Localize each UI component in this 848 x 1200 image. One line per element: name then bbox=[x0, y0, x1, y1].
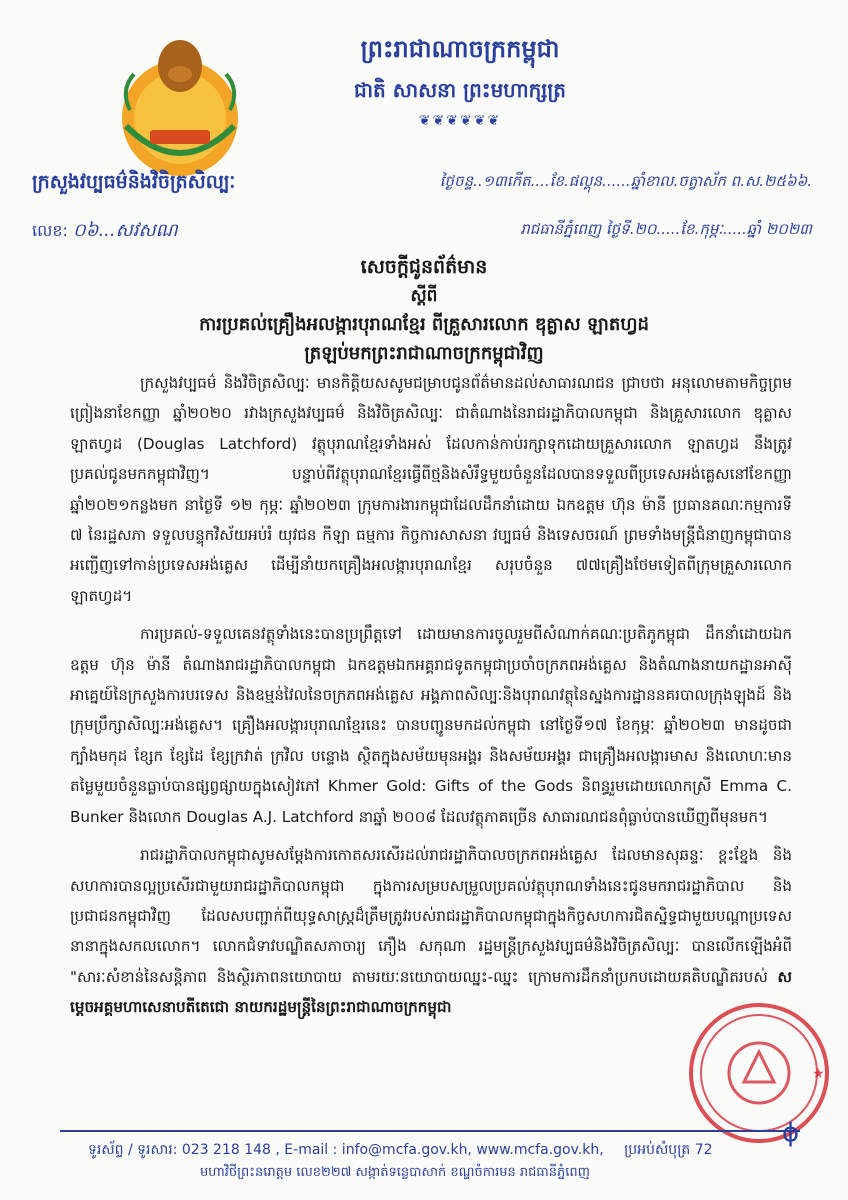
reference-label: លេខ: bbox=[32, 221, 68, 240]
title-subject-line2: ត្រឡប់មកព្រះរាជាណាចក្រកម្ពុជាវិញ bbox=[304, 343, 544, 364]
ministry-logo bbox=[100, 30, 260, 180]
footer-po-box: ប្រអប់សំបុត្រ 72 bbox=[624, 1142, 713, 1158]
document-title: សេចក្តីជូនព័ត៌មាន bbox=[360, 256, 488, 278]
handwritten-signature-mark: ϕ bbox=[782, 1118, 800, 1148]
kingdom-title: ព្រះរាជាណាចក្រកម្ពុជា bbox=[360, 35, 560, 63]
reference-number bbox=[32, 218, 178, 245]
ministry-name: ក្រសួងវប្បធម៌និងវិចិត្រសិល្បៈ bbox=[32, 171, 236, 193]
paragraph-3-bold: សម្តេចអគ្គមហាសេនាបតីតេជោ នាយករដ្ឋមន្ត្រីនៃព្រះរាជាណាចក្រកម្ពុជា bbox=[70, 967, 792, 1017]
title-subject-line1: ការប្រគល់គ្រឿងអលង្ការបុរាណខ្មែរ ពីគ្រួសារលោក ឌុគ្លាស ឡាតហ្វដ bbox=[199, 314, 649, 335]
paragraph-2: ការប្រគល់-ទទួលគេនវត្ថុទាំងនេះបានប្រព្រឹត្តទៅ ដោយមានការចូលរួមពីសំណាក់គណៈប្រតិភូកម្ពុជា ដឹកនាំដោយឯកឧត្តម ហ៊ុន ម៉ានី តំណាងរាជរដ្ឋាភិបាលកម្ពុជា ឯកឧត្តមឯកអគ្គរាជទូតកម្ពុជាប្រចាំចក្រភពអង់គ្លេស និងតំណាងនាយកដ្ឋានអាស៊ីអាគ្នេយ៍នៃក្រសួងការបរទេស និងឧម្មន់វៃលនៃចក្រភពអង់គ្លេស អង្គភាពសិល្បៈនិងបុរាណវត្ថុនៃស្នងការដ្ឋាននគរបាលក្រុងឡុងដ៍ និងក្រុមប្រឹក្សាសិល្បៈអង់គ្លេស។ គ្រឿងអលង្ការបុរាណខ្មែរនេះ បានបញ្ជូនមកដល់កម្ពុជា នៅថ្ងៃទី១៧ ខែកុម្ភៈ ឆ្នាំ២០២៣ មានដូចជា ក្បាំងមកុដ ខ្សែក ខ្សែដៃ ខ្សែក្រវាត់ ក្រវិល បន្ទោង ស្ថិតក្នុងសម័យមុនអង្គរ និងសម័យអង្គរ ជាគ្រឿងអលង្ការមាស និងលោហៈមានតម្លៃមួយចំនួនធ្លាប់បានផ្សព្វផ្សាយក្នុងសៀវភៅ Khmer Gold: Gifts of the Gods និពន្ធរួមដោយលោកស្រី Emma C. Bunker និងលោក Douglas A.J. Latchford នាឆ្នាំ ២០០៨ ដែលវត្ថុភាគច្រើន សាធារណជនពុំធ្លាប់បានឃើញពីមុនមក។ bbox=[70, 625, 792, 826]
footer-contact: ទូរស័ព្ទ / ទូរសារ: 023 218 148 , E-mail : info@mcfa.gov.kh, www.mcfa.gov.kh, bbox=[88, 1142, 604, 1158]
ornament-divider: ❦❦❦❦❦❦ bbox=[418, 113, 502, 129]
national-motto: ជាតិ សាសនា ព្រះមហាក្សត្រ bbox=[354, 78, 566, 102]
reference-value: ០៦...សវសណ bbox=[72, 220, 178, 241]
footer-contact-line bbox=[88, 1140, 713, 1161]
title-subject-label: ស្តីពី bbox=[410, 286, 438, 306]
footer-address: មហាវិថីព្រះនរោត្តម លេខ២២៧ សង្កាត់ទន្លេបាសាក់ ខណ្ឌចំការមន រាជធានីភ្នំពេញ bbox=[200, 1165, 591, 1180]
lunar-date: ថ្ងៃចន្ទ..១៣កើត....ខែ.ផល្គុន......ឆ្នាំខាល.ចត្វាស័ក ព.ស.២៥៦៦. bbox=[439, 172, 812, 190]
footer-divider bbox=[60, 1130, 800, 1132]
paragraph-3-text: រាជរដ្ឋាភិបាលកម្ពុជាសូមសម្តែងការកោតសរសើរដល់រាជរដ្ឋាភិបាលចក្រភពអង់គ្លេស ដែលមានសុឆន្ទៈ ខ្ពះខ្នែង និងសហការបានល្អប្រសើរជាមួយរាជរដ្ឋាភិបាលកម្ពុជា ក្នុងការសម្របសម្រួលប្រគល់វត្ថុបុរាណទាំងនេះជូនមករាជរដ្ឋាភិបាល និងប្រជាជនកម្ពុជាវិញ ដែលសបញ្ជាក់ពីយុទ្ធសាស្ត្រដ៏ត្រឹមត្រូវរបស់រាជរដ្ឋាភិបាលកម្ពុជាក្នុងកិច្ចសហការជិតស្និទ្ធជាមួយបណ្តាប្រទេសនានាក្នុងសកលលោក។ លោកជំទាវបណ្ឌិតសភាចារ្យ ភឿង សកុណា រដ្ឋមន្ត្រីក្រសួងវប្បធម៌និងវិចិត្រសិល្បៈ បានលើកឡើងអំពី "សារៈសំខាន់នៃសន្តិភាព និងស្ថិរភាពនយោបាយ តាមរយៈនយោបាយឈ្នះ-ឈ្នះ ក្រោមការដឹកនាំប្រកបដោយគតិបណ្ឌិតរបស់ bbox=[70, 846, 792, 986]
official-seal bbox=[686, 1000, 832, 1146]
paragraph-3 bbox=[70, 840, 792, 1022]
paragraph-1: ក្រសួងវប្បធម៌ និងវិចិត្រសិល្បៈ មានកិត្តិយសសូមជម្រាបជូនព័ត៌មានដល់សាធារណជន ជ្រាបថា អនុលោមតាមកិច្ចព្រមព្រៀងនាខែកញ្ញា ឆ្នាំ២០២០ រវាងក្រសួងវប្បធម៌ និងវិចិត្រសិល្បៈ ជាតំណាងនៃរាជរដ្ឋាភិបាលកម្ពុជា និងគ្រួសារលោក ឌុគ្លាស ឡាតហ្វដ (Douglas Latchford) វត្ថុបុរាណខ្មែរទាំងអស់ ដែលកាន់កាប់រក្សាទុកដោយគ្រួសារលោក ឡាតហ្វដ នឹងត្រូវប្រគល់ជូនមកកម្ពុជាវិញ។ បន្ទាប់ពីវត្ថុបុរាណខ្មែរធ្វើពីថ្មនិងសំរឹទ្ធមួយចំនួនដែលបានទទួលពីប្រទេសអង់គ្លេសនៅខែកញ្ញា ឆ្នាំ២០២១កន្លងមក នាថ្ងៃទី ១២ កុម្ភៈ ឆ្នាំ២០២៣ ក្រុមការងារកម្ពុជាដែលដឹកនាំដោយ ឯកឧត្តម ហ៊ុន ម៉ានី ប្រធានគណៈកម្មការទី ៧ នៃរដ្ឋសភា ទទួលបន្ទុកវិស័យអប់រំ យុវជន កីឡា ធម្មការ កិច្ចការសាសនា វប្បធម៌ និងទេសចរណ៍ ព្រមទាំងមន្ត្រីជំនាញកម្ពុជាបានអញ្ជើញទៅកាន់ប្រទេសអង់គ្លេស ដើម្បីនាំយកគ្រឿងអលង្ការបុរាណខ្មែរ សរុបចំនួន ៧៧គ្រឿងថែមទៀតពីក្រុមគ្រួសារលោក ឡាតហ្វដ។ bbox=[70, 374, 792, 605]
svg-text:★: ★ bbox=[812, 1066, 825, 1082]
solar-date: រាជធានីភ្នំពេញ ថ្ងៃទី.២០.....ខែ.កុម្ភៈ.....ឆ្នាំ ២០២៣ bbox=[520, 220, 812, 238]
